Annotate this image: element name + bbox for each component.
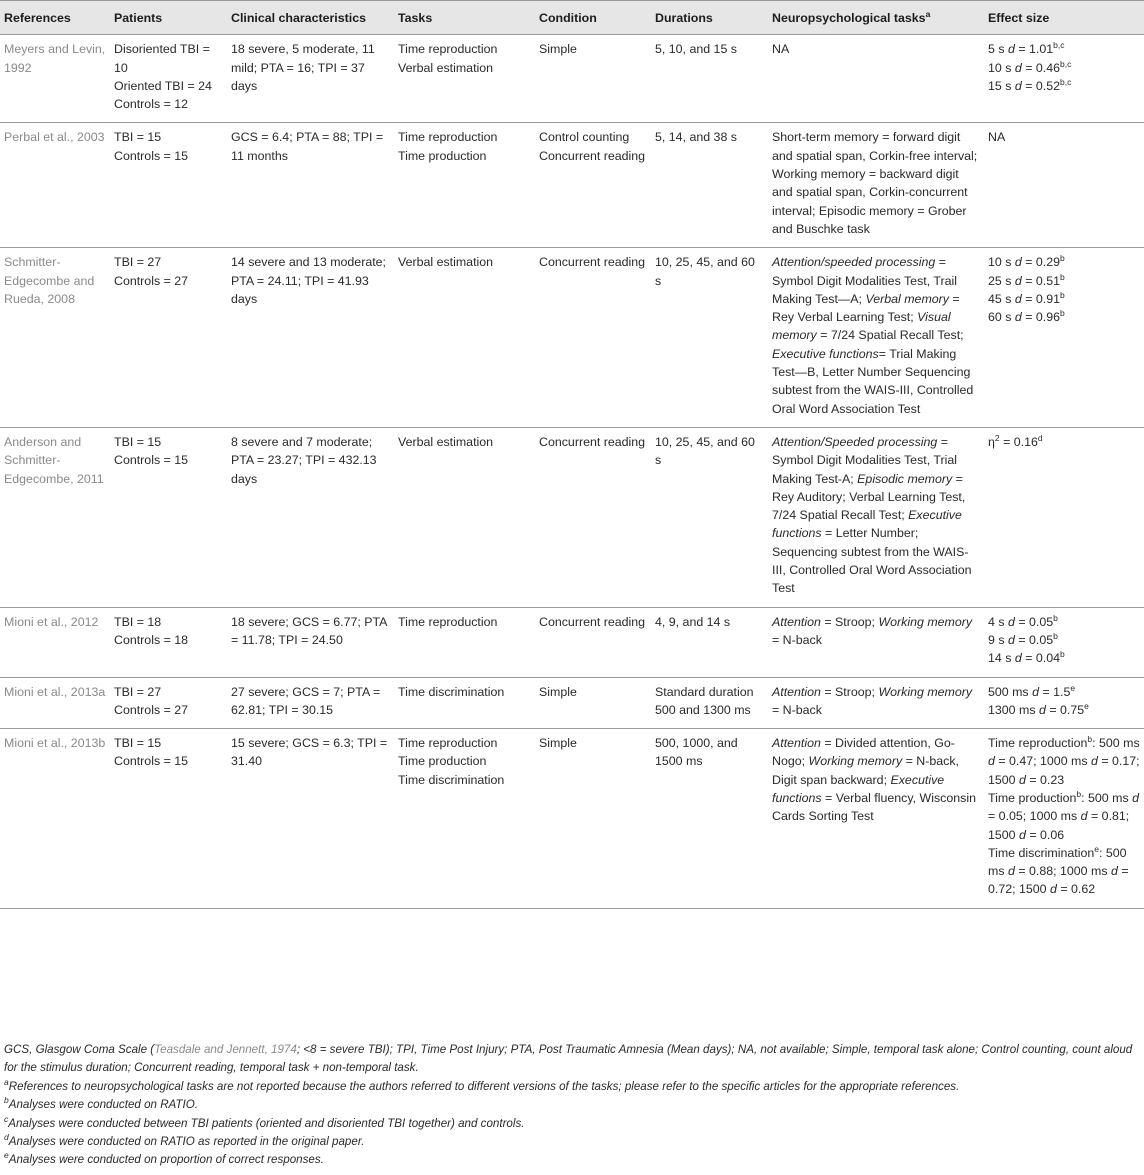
text-run: d [1019, 827, 1026, 842]
durations-cell: Standard duration 500 and 1300 ms [651, 677, 768, 729]
text-run: = Divided attention, Go-Nogo; [772, 736, 955, 769]
table-row [0, 248, 1144, 428]
tasks-cell [394, 677, 535, 729]
text-run: b [1060, 271, 1065, 282]
patients-line: Controls = 27 [114, 702, 189, 717]
header-patients: Patients [110, 1, 227, 35]
text-run: d [1014, 291, 1022, 306]
text-run: = 0.75 [1045, 702, 1085, 717]
table-row [0, 607, 1144, 677]
text-run: : 500 ms [1092, 736, 1140, 751]
condition-line: Simple [539, 684, 577, 699]
task-line: Time reproduction [398, 614, 498, 629]
text-run: Time reproduction [988, 736, 1088, 751]
text-run: = Stroop; [820, 614, 879, 629]
text-run: b [1060, 649, 1065, 660]
effect-line [988, 789, 1140, 844]
text-run: Attention [772, 684, 821, 699]
text-run: 10 s [988, 255, 1015, 270]
effect-cell [984, 35, 1144, 123]
patients-cell [110, 607, 227, 677]
effect-line [988, 844, 1140, 899]
patients-line: TBI = 15 [114, 434, 162, 449]
condition-cell [535, 607, 651, 677]
text-run: b,c [1060, 58, 1072, 69]
durations-cell: 5, 14, and 38 s [651, 123, 768, 248]
clinical-cell: 8 severe and 7 moderate; PTA = 23.27; TPI = 432.13 days [227, 427, 394, 607]
footnote-d: $^d$Analyses were conducted on RATIO as reported in the original paper. [4, 1132, 365, 1149]
text-run: = 1.01 [1014, 42, 1054, 57]
condition-line: Control counting [539, 130, 630, 145]
text-run: = 0.29 [1021, 255, 1061, 270]
table-footnotes [0, 1041, 1144, 1170]
patients-cell [110, 677, 227, 729]
patients-cell [110, 427, 227, 607]
text-run: Time production [988, 790, 1077, 805]
tasks-cell [394, 729, 535, 909]
footnote-b: $^b$Analyses were conducted on RATIO. [4, 1095, 198, 1112]
text-run: 500 ms [988, 684, 1033, 699]
text-run: d [1014, 310, 1022, 325]
text-run: = 0.05; 1000 ms [988, 809, 1081, 824]
text-run: Attention [772, 614, 821, 629]
text-run: Visual memory [772, 310, 951, 343]
clinical-cell: 18 severe; GCS = 6.77; PTA = 11.78; TPI = 24.50 [227, 607, 394, 677]
header-tasks: Tasks [394, 1, 535, 35]
footnote-abbreviations [4, 1041, 1140, 1078]
patients-line: TBI = 15 [114, 130, 162, 145]
patients-cell [110, 248, 227, 428]
patients-line: Controls = 15 [114, 453, 189, 468]
table-row [0, 427, 1144, 607]
neuro-cell [768, 677, 984, 729]
header-neuro-footnote-mark: a [925, 8, 931, 19]
text-run: = Letter Number; Sequencing subtest from the WAIS-III, Controlled Oral Word Association Test [772, 526, 972, 596]
text-run: NA [772, 42, 790, 57]
tasks-cell [394, 35, 535, 123]
text-run: b [1060, 253, 1065, 264]
text-run: Executive functions [772, 772, 945, 805]
footnote-b-text: Analyses were conducted on RATIO. [8, 1098, 198, 1112]
effect-line [988, 253, 1140, 271]
footnote-c-text: Analyses were conducted between TBI patients (oriented and disoriented TBI together) and controls. [8, 1116, 525, 1130]
patients-line: Controls = 27 [114, 273, 189, 288]
text-run: d [1050, 882, 1057, 897]
header-row [0, 1, 1144, 35]
effect-cell [984, 729, 1144, 909]
text-run: = 1.5 [1038, 684, 1071, 699]
effect-line [988, 59, 1140, 77]
task-line: Time reproduction [398, 42, 498, 57]
text-run: = 0.05 [1014, 614, 1054, 629]
patients-cell [110, 35, 227, 123]
tasks-cell [394, 123, 535, 248]
text-run: : 500 ms [1081, 790, 1133, 805]
tasks-cell [394, 607, 535, 677]
neuro-cell [768, 607, 984, 677]
text-run: Attention/Speeded processing [772, 434, 938, 449]
effect-line [988, 272, 1140, 290]
text-run: = 0.52 [1021, 78, 1061, 93]
header-condition: Condition [535, 1, 651, 35]
text-run: = Symbol Digit Modalities Test, Trail Making Test—A; [772, 255, 958, 306]
text-run: e [1070, 682, 1076, 693]
effect-line [988, 128, 1140, 146]
text-run: Attention [772, 736, 821, 751]
text-run: 25 s [988, 273, 1015, 288]
footnote-abbrev-text: GCS, Glasgow Coma Scale ( [4, 1043, 155, 1056]
effect-line [988, 734, 1140, 789]
task-line: Time discrimination [398, 684, 505, 699]
text-run: d [1037, 432, 1043, 443]
text-run: 1300 ms [988, 702, 1039, 717]
footnote-a: $^a$References to neuropsychological tasks are not reported because the authors referred to different versions of the tasks; please refer to the specific articles for the appropriate references. [4, 1076, 960, 1093]
text-run: Verbal memory [865, 291, 949, 306]
effect-line [988, 308, 1140, 326]
condition-line: Concurrent reading [539, 434, 646, 449]
text-run: Episodic memory [857, 471, 953, 486]
task-line: Time reproduction [398, 736, 498, 751]
condition-cell [535, 729, 651, 909]
neuro-cell [768, 248, 984, 428]
text-run: = 0.51 [1021, 273, 1061, 288]
text-run: d [1032, 684, 1039, 699]
header-clinical: Clinical characteristics [227, 1, 394, 35]
condition-cell [535, 677, 651, 729]
text-run: 45 s [988, 291, 1015, 306]
text-run: 9 s [988, 632, 1008, 647]
effect-line [988, 40, 1140, 58]
text-run: Time discrimination [988, 845, 1095, 860]
effect-line [988, 433, 1140, 451]
neuro-cell [768, 123, 984, 248]
text-run: = N-back [772, 632, 822, 647]
text-run: b [1076, 788, 1082, 799]
effect-line [988, 613, 1140, 631]
durations-cell: 10, 25, 45, and 60 s [651, 248, 768, 428]
condition-line: Simple [539, 42, 577, 57]
effect-line [988, 77, 1140, 95]
text-run: d [1014, 651, 1022, 666]
text-run: d [1091, 754, 1098, 769]
effect-cell [984, 677, 1144, 729]
neuro-cell [768, 729, 984, 909]
footnote-e: $^e$Analyses were conducted on proportion of correct responses. [4, 1150, 324, 1167]
text-run: d [1014, 60, 1022, 75]
text-run: = 0.23 [1025, 772, 1065, 787]
text-run: d [1019, 772, 1026, 787]
text-run: = 7/24 Spatial Recall Test; [816, 328, 964, 343]
effect-cell [984, 123, 1144, 248]
patients-line: Oriented TBI = 24 [114, 78, 212, 93]
text-run: d [1007, 864, 1015, 879]
text-run: b,c [1060, 76, 1072, 87]
text-run: d [1007, 632, 1015, 647]
clinical-cell: 18 severe, 5 moderate, 11 mild; PTA = 16; TPI = 37 days [227, 35, 394, 123]
condition-line: Simple [539, 736, 577, 751]
patients-line: Controls = 18 [114, 632, 189, 647]
text-run: = 0.62 [1056, 882, 1096, 897]
text-run: Executive functions [772, 508, 962, 541]
text-run: = 0.16 [999, 434, 1038, 449]
text-run: Short-term memory = forward digit and spatial span, Corkin-free interval; Working memory = backward digit and spatial span, Corkin-concurrent interval; Episodic memory = Grober and Buschke task [772, 130, 978, 236]
effect-cell [984, 607, 1144, 677]
reference-cell[interactable]: Mioni et al., 2012 [0, 607, 110, 677]
text-run: d [988, 754, 995, 769]
text-run: = Stroop; [820, 684, 879, 699]
text-run: d [1110, 864, 1118, 879]
effect-line [988, 290, 1140, 308]
text-run: 4 s [988, 614, 1008, 629]
patients-line: Controls = 15 [114, 754, 189, 769]
patients-cell [110, 123, 227, 248]
text-run: = 0.81; 1500 [988, 809, 1130, 842]
effect-line [988, 631, 1140, 649]
table-body [0, 35, 1144, 908]
reference-cell[interactable]: Meyers and Levin, 1992 [0, 35, 110, 123]
text-run: = 0.88; 1000 ms [1014, 864, 1111, 879]
footnote-c: $^c$Analyses were conducted between TBI patients (oriented and disoriented TBI together) and controls. [4, 1113, 525, 1130]
text-run: = N-back, Digit span backward; [772, 754, 959, 787]
condition-line: Concurrent reading [539, 255, 646, 270]
text-run: NA [988, 130, 1006, 145]
reference-cell[interactable]: Schmitter-Edgecombe and Rueda, 2008 [0, 248, 110, 428]
footnote-d-text: Analyses were conducted on RATIO as reported in the original paper. [8, 1135, 365, 1149]
reference-cell[interactable]: Mioni et al., 2013b [0, 729, 110, 909]
text-run: Working memory [808, 754, 903, 769]
task-line: Time production [398, 148, 487, 163]
effect-line [988, 701, 1140, 719]
text-run: d [1007, 42, 1015, 57]
text-run: = 0.17; 1500 [988, 754, 1140, 787]
task-line: Time discrimination [398, 772, 505, 787]
text-run: = N-back [772, 702, 822, 717]
text-run: d [1014, 255, 1022, 270]
footnote-abbrev-text-2: ; <8 = severe TBI); TPI, Time Post Injury; PTA, Post Traumatic Amnesia (Mean days); NA, not available; Simple, temporal task alone; Control counting, count aloud for the stimulus duration; Concurrent reading, temporal task + non-temporal task. [4, 1043, 1133, 1075]
patients-line: TBI = 27 [114, 255, 162, 270]
text-run: = Verbal fluency, Wisconsin Cards Sorting Test [772, 790, 976, 824]
patients-line: TBI = 27 [114, 684, 162, 699]
clinical-cell: 14 severe and 13 moderate; PTA = 24.11; TPI = 41.93 days [227, 248, 394, 428]
header-durations: Durations [651, 1, 768, 35]
text-run: b [1053, 612, 1058, 623]
text-run: 15 s [988, 78, 1015, 93]
text-run: 14 s [988, 651, 1015, 666]
condition-cell [535, 123, 651, 248]
condition-cell [535, 427, 651, 607]
tasks-cell [394, 248, 535, 428]
text-run: d [1132, 790, 1139, 805]
text-run: 10 s [988, 60, 1015, 75]
text-run: Working memory [878, 684, 973, 699]
clinical-cell: GCS = 6.4; PTA = 88; TPI = 11 months [227, 123, 394, 248]
text-run: b [1087, 733, 1093, 744]
text-run: d [1014, 273, 1022, 288]
patients-line: Controls = 12 [114, 97, 189, 112]
effect-line [988, 649, 1140, 667]
condition-line: Concurrent reading [539, 614, 646, 629]
task-line: Time reproduction [398, 130, 498, 145]
text-run: e [1084, 700, 1089, 711]
text-run: = Rey Auditory; Verbal Learning Test, 7/24 Spatial Recall Test; [772, 471, 966, 523]
text-run: 2 [994, 432, 1000, 443]
durations-cell: 500, 1000, and 1500 ms [651, 729, 768, 909]
text-run: = 0.72; 1500 [988, 864, 1129, 897]
reference-cell[interactable]: Anderson and Schmitter-Edgecombe, 2011 [0, 427, 110, 607]
text-run: = Rey Verbal Learning Test; [772, 291, 960, 325]
reference-cell[interactable]: Perbal et al., 2003 [0, 123, 110, 248]
durations-cell: 10, 25, 45, and 60 s [651, 427, 768, 607]
text-run: = 0.06 [1025, 827, 1065, 842]
footnote-a-text: References to neuropsychological tasks are not reported because the authors referred to different versions of the tasks; please refer to the specific articles for the appropriate references. [8, 1079, 960, 1093]
text-run: b,c [1053, 40, 1065, 51]
text-run: = 0.04 [1021, 651, 1061, 666]
text-run: = Trial Making Test—B, Letter Number Sequencing subtest from the WAIS-III, Controlled Oral Word Association Test [772, 346, 974, 416]
durations-cell: 5, 10, and 15 s [651, 35, 768, 123]
table-row [0, 123, 1144, 248]
patients-line: Disoriented TBI = 10 [114, 42, 210, 75]
table-row [0, 729, 1144, 909]
clinical-cell: 27 severe; GCS = 7; PTA = 62.81; TPI = 30.15 [227, 677, 394, 729]
text-run: b [1053, 630, 1058, 641]
task-line: Time production [398, 754, 487, 769]
text-run: b [1060, 308, 1065, 319]
text-run: e [1094, 843, 1099, 854]
text-run: = 0.96 [1021, 310, 1061, 325]
effect-line [988, 683, 1140, 701]
text-run: d [1080, 809, 1088, 824]
condition-line: Concurrent reading [539, 148, 646, 163]
task-line: Verbal estimation [398, 60, 494, 75]
text-run: 60 s [988, 310, 1015, 325]
header-neuro-label: Neuropsychological tasks [772, 11, 926, 25]
text-run: Working memory [878, 614, 973, 629]
tasks-cell [394, 427, 535, 607]
task-line: Verbal estimation [398, 255, 494, 270]
neuro-cell [768, 35, 984, 123]
text-run: = Symbol Digit Modalities Test, Trial Making Test-A; [772, 434, 958, 486]
text-run: Executive functions [772, 346, 879, 361]
patients-line: TBI = 18 [114, 614, 162, 629]
text-run: Attention/speeded processing [772, 255, 936, 270]
task-line: Verbal estimation [398, 434, 494, 449]
neuro-cell [768, 427, 984, 607]
patients-line: TBI = 15 [114, 736, 162, 751]
text-run: η [988, 434, 995, 449]
text-run: : 500 ms [988, 845, 1127, 879]
effect-cell [984, 427, 1144, 607]
condition-cell [535, 248, 651, 428]
effect-cell [984, 248, 1144, 428]
text-run: = 0.46 [1021, 60, 1061, 75]
text-run: d [1014, 78, 1022, 93]
text-run: 5 s [988, 42, 1008, 57]
footnote-e-text: Analyses were conducted on proportion of correct responses. [8, 1153, 324, 1167]
text-run: = 0.91 [1021, 291, 1061, 306]
header-neuro [768, 1, 984, 35]
text-run: d [1038, 702, 1046, 717]
footnote-citation-link[interactable]: Teasdale and Jennett, 1974 [154, 1043, 297, 1056]
text-run: = 0.47; 1000 ms [994, 754, 1091, 769]
text-run: d [1007, 614, 1015, 629]
condition-cell [535, 35, 651, 123]
text-run: b [1060, 289, 1065, 300]
text-run: = 0.05 [1014, 632, 1054, 647]
patients-cell [110, 729, 227, 909]
patients-line: Controls = 15 [114, 148, 189, 163]
durations-cell: 4, 9, and 14 s [651, 607, 768, 677]
table-row [0, 677, 1144, 729]
header-references: References [0, 1, 110, 35]
table-row [0, 35, 1144, 123]
header-effect: Effect size [984, 1, 1144, 35]
reference-cell[interactable]: Mioni et al., 2013a [0, 677, 110, 729]
clinical-cell: 15 severe; GCS = 6.3; TPI = 31.40 [227, 729, 394, 909]
